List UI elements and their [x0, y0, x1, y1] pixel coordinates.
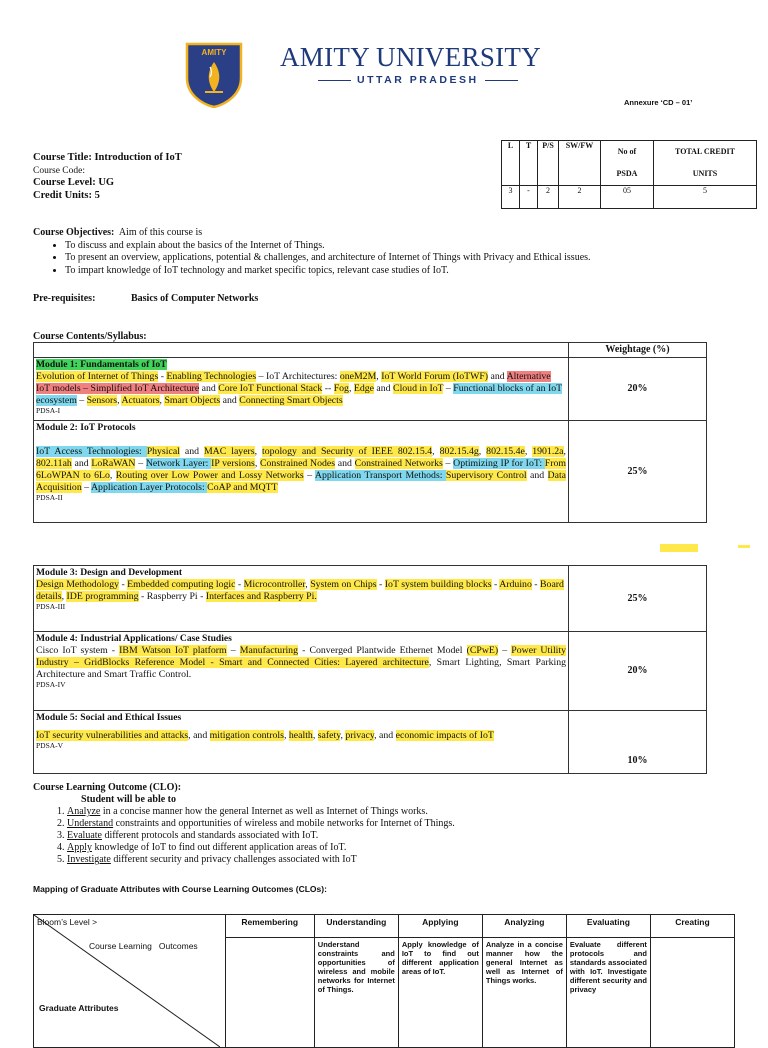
corner-graduate-attributes: Graduate Attributes	[39, 1003, 119, 1013]
course-title-value: Introduction of IoT	[94, 152, 182, 163]
level-remembering: Remembering	[225, 915, 314, 938]
module-1-title: Module 1: Fundamentals of IoT	[36, 359, 167, 370]
module-5-content: IoT security vulnerabilities and attacks, and mitigation controls, health, safety, privacy, and economic impacts of IoT	[36, 730, 494, 741]
highlight-mark	[738, 545, 750, 548]
objectives-label: Course Objectives:	[33, 227, 115, 238]
module-1-pdsa: PDSA-I	[36, 406, 61, 415]
module-3-pdsa: PDSA-III	[36, 602, 66, 611]
course-level-line	[33, 177, 114, 189]
cell-applying: Apply knowledge of IoT to find out different application areas of IoT.	[398, 938, 482, 1048]
module-4-content: Cisco IoT system - IBM Watson IoT platform – Manufacturing - Converged Plantwide Ethernet Model (CPwE) – Power Utility Industry – GridBlocks Reference Model - Smart and Connected Cities: Layered architecture, Smart Lighting, Smart Parking Architecture and Smart Traffic Control.	[36, 645, 567, 680]
header-no-of: No of	[617, 147, 637, 156]
table-row	[34, 421, 707, 523]
header-total-credit-line1: TOTAL CREDIT	[675, 147, 735, 156]
prerequisites-value: Basics of Computer Networks	[131, 293, 259, 304]
module-5-cell	[34, 711, 569, 774]
credit-table	[501, 140, 757, 209]
clo-subtitle: Student will be able to	[81, 794, 177, 805]
list-item: 4. Apply knowledge of IoT to find out different application areas of IoT.	[67, 842, 455, 854]
level-evaluating: Evaluating	[566, 915, 650, 938]
module-3-title: Module 3: Design and Development	[36, 567, 183, 578]
header-t: T	[520, 141, 538, 186]
header-l: L	[502, 141, 520, 186]
module-4-weight: 20%	[569, 632, 707, 711]
syllabus-title: Course Contents/Syllabus:	[33, 331, 147, 342]
module-4-cell	[34, 632, 569, 711]
amity-logo-icon	[183, 42, 245, 108]
course-learning-outcomes	[33, 782, 455, 866]
course-level-value: UG	[98, 177, 115, 188]
module-5-title: Module 5: Social and Ethical Issues	[36, 712, 182, 723]
course-level-label: Course Level:	[33, 177, 96, 188]
header-swfw: SW/FW	[559, 141, 601, 186]
bloom-mapping-table	[33, 914, 735, 1048]
table-row	[34, 632, 707, 711]
corner-clo: Course Learning Outcomes	[89, 941, 198, 951]
list-item: • To impart knowledge of IoT technology and market specific topics, relevant case studies of IoT.	[65, 265, 733, 278]
course-objectives	[33, 227, 733, 277]
syllabus-table-part-1	[33, 342, 707, 523]
list-item: 2. Understand constraints and opportunities of wireless and mobile networks for Internet of Things.	[67, 818, 455, 830]
header-ps: P/S	[538, 141, 559, 186]
highlight-mark	[660, 544, 698, 552]
course-title-line	[33, 152, 182, 164]
module-2-content: IoT Access Technologies: Physical and MAC layers, topology and Security of IEEE 802.15.4, 802.15.4g, 802.15.4e, 1901.2a, 802.11ah and LoRaWAN – Network Layer: IP versions, Constrained Nodes and Constrained Networks – Optimizing IP for IoT: From 6LoWPAN to 6Lo, Routing over Low Power and Lossy Networks – Application Transport Methods: Supervisory Control and Data Acquisition – Application Layer Protocols: CoAP and MQTT	[36, 446, 567, 493]
course-code-line	[33, 165, 85, 177]
cell-analyzing: Analyze in a concise manner how the general Internet as well as Internet of Things works.	[482, 938, 566, 1048]
module-2-cell	[34, 421, 569, 523]
value-psda: 05	[601, 186, 654, 209]
module-2-title: Module 2: IoT Protocols	[36, 422, 136, 433]
list-item: 5. Investigate different security and privacy challenges associated with IoT	[67, 854, 455, 866]
header-units: UNITS	[692, 169, 718, 178]
level-applying: Applying	[398, 915, 482, 938]
course-code-label: Course Code:	[33, 166, 85, 176]
module-1-cell	[34, 358, 569, 421]
list-item: • To present an overview, applications, potential & challenges, and architecture of Internet of Things with Privacy and Ethical issues.	[65, 252, 733, 265]
annexure-label: Annexure ‘CD – 01’	[624, 98, 693, 107]
module-3-weight: 25%	[569, 566, 707, 632]
value-total-credit: 5	[654, 186, 757, 209]
clo-list	[33, 806, 455, 866]
value-swfw: 2	[559, 186, 601, 209]
university-name: AMITY UNIVERSITY	[280, 42, 542, 72]
diagonal-line-icon	[34, 915, 220, 1047]
value-t: -	[520, 186, 538, 209]
module-3-cell	[34, 566, 569, 632]
table-row	[34, 711, 707, 774]
list-item: 1. Analyze in a concise manner how the general Internet as well as Internet of Things works.	[67, 806, 455, 818]
credit-units-label: Credit Units:	[33, 190, 93, 201]
divider	[485, 80, 518, 81]
weightage-header: Weightage (%)	[569, 343, 707, 358]
header-psda: PSDA	[616, 169, 638, 178]
value-ps: 2	[538, 186, 559, 209]
prerequisites	[33, 293, 259, 304]
svg-text:AMITY: AMITY	[201, 48, 227, 57]
clo-title: Course Learning Outcome (CLO):	[33, 782, 182, 793]
syllabus-table-part-2	[33, 565, 707, 774]
module-3-content: Design Methodology - Embedded computing logic - Microcontroller, System on Chips - IoT system building blocks - Arduino - Board details, IDE programming - Raspberry Pi - Interfaces and Raspberry Pi.	[36, 579, 564, 602]
divider	[318, 80, 351, 81]
course-title-label: Course Title:	[33, 152, 92, 163]
module-1-weight: 20%	[569, 358, 707, 421]
module-4-pdsa: PDSA-IV	[36, 680, 66, 689]
module-2-weight: 25%	[569, 421, 707, 523]
credit-units-value: 5	[94, 190, 100, 201]
header-no-of-psda	[601, 141, 654, 186]
prerequisites-label: Pre-requisites:	[33, 293, 96, 304]
campus-line	[312, 74, 524, 86]
list-item: 3. Evaluate different protocols and standards associated with IoT.	[67, 830, 455, 842]
table-row	[34, 566, 707, 632]
module-4-title: Module 4: Industrial Applications/ Case Studies	[36, 633, 232, 644]
table-row	[34, 358, 707, 421]
objectives-intro: Aim of this course is	[118, 227, 203, 238]
corner-bloom-level: Bloom’s Level >	[37, 917, 98, 927]
module-1-content: Evolution of Internet of Things - Enabling Technologies – IoT Architectures: oneM2M, IoT World Forum (IoTWF) and Alternative IoT models – Simplified IoT Architecture and Core IoT Functional Stack -- Fog, Edge and Cloud in IoT – Functional blocks of an IoT ecosystem – Sensors, Actuators, Smart Objects and Connecting Smart Objects	[36, 371, 563, 406]
level-creating: Creating	[650, 915, 734, 938]
credit-units-line	[33, 190, 100, 202]
cell-creating	[650, 938, 734, 1048]
cell-understanding: Understand constraints and opportunities of wireless and mobile networks for Internet of Things.	[314, 938, 398, 1048]
campus-name: UTTAR PRADESH	[357, 74, 479, 86]
module-5-weight: 10%	[569, 711, 707, 774]
cell-remembering	[225, 938, 314, 1048]
module-2-pdsa: PDSA-II	[36, 493, 63, 502]
level-analyzing: Analyzing	[482, 915, 566, 938]
header-total-credit	[654, 141, 757, 186]
mapping-title: Mapping of Graduate Attributes with Course Learning Outcomes (CLOs):	[33, 884, 327, 894]
level-understanding: Understanding	[314, 915, 398, 938]
module-header-blank	[34, 343, 569, 358]
value-l: 3	[502, 186, 520, 209]
module-5-pdsa: PDSA-V	[36, 741, 64, 750]
cell-evaluating: Evaluate different protocols and standards associated with IoT. Investigate different security and privacy	[566, 938, 650, 1048]
list-item: • To discuss and explain about the basics of the Internet of Things.	[65, 240, 733, 253]
corner-cell	[34, 915, 226, 1048]
objectives-list	[33, 240, 733, 278]
